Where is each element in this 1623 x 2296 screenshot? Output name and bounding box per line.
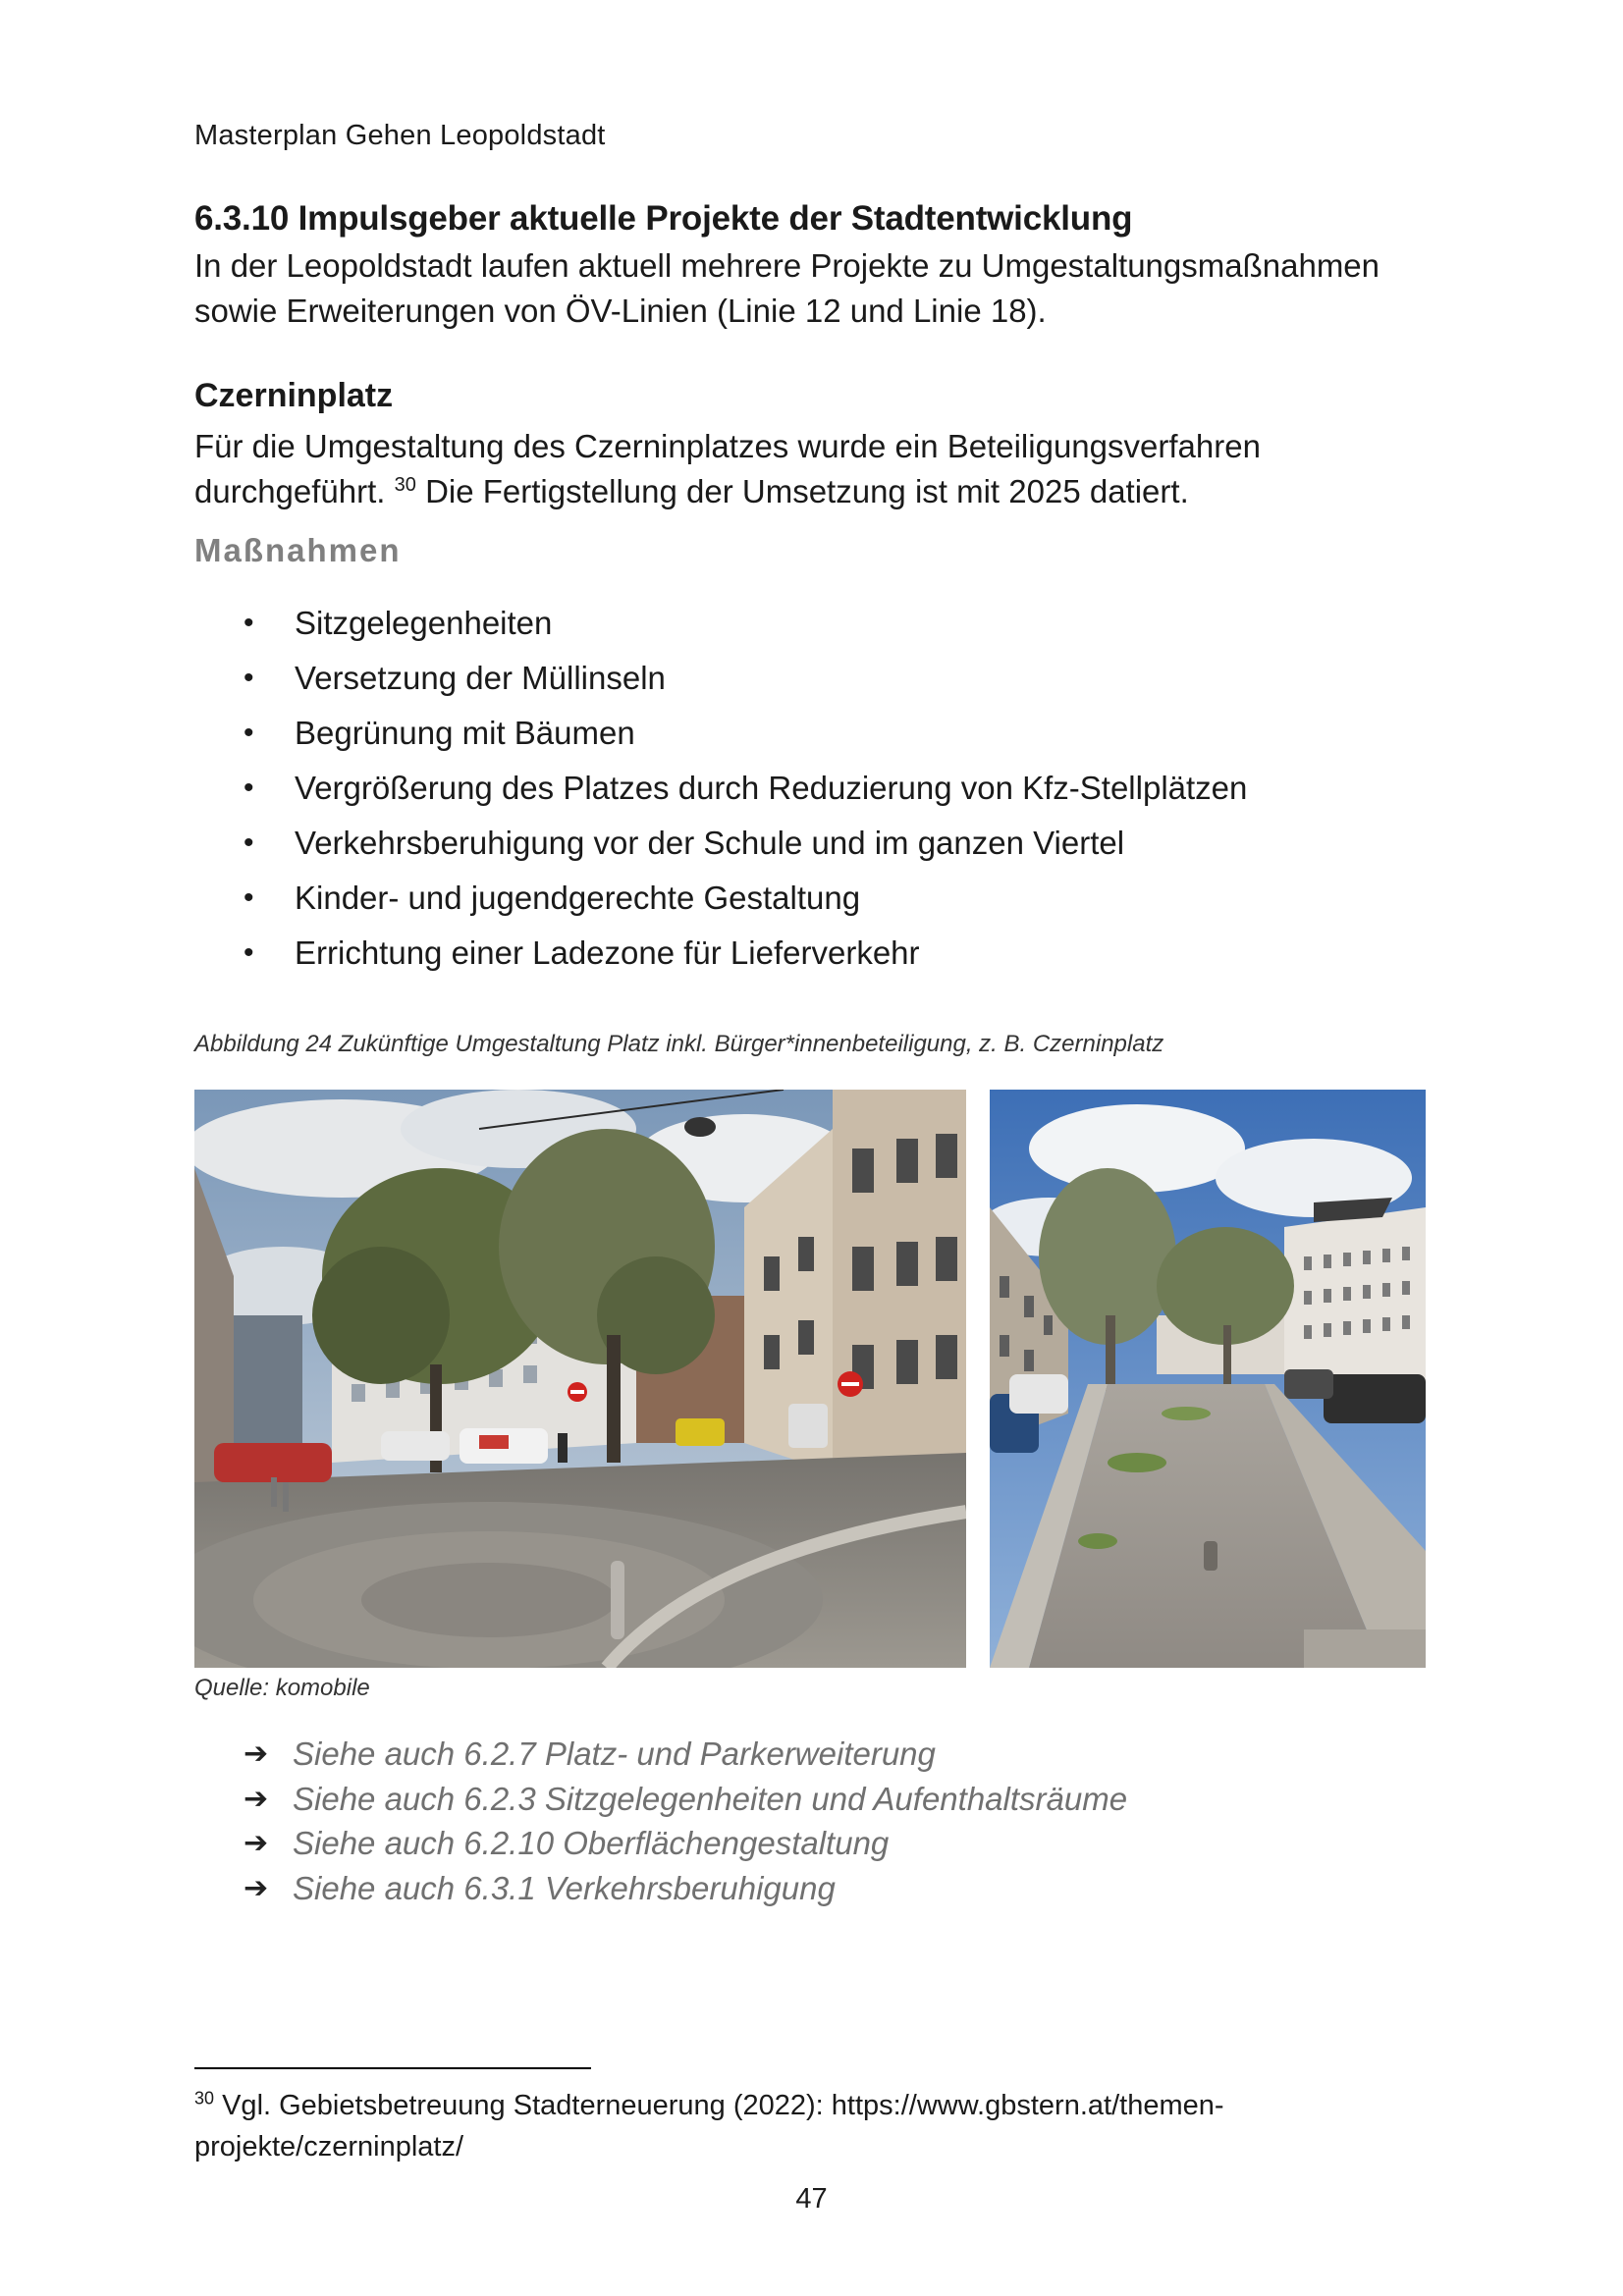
line2-end: Die Fertigstellung der Umsetzung ist mit 2025 datiert. <box>425 473 1189 509</box>
footnote-reference[interactable]: 30 <box>394 474 416 496</box>
czerninplatz-line-2 <box>194 469 1441 514</box>
intro-paragraph <box>194 243 1441 334</box>
footnote <box>194 2085 1333 2167</box>
list-item: • Begrünung mit Bäumen <box>243 709 1247 764</box>
page-number: 47 <box>795 2183 828 2215</box>
czerninplatz-line-1: Für die Umgestaltung des Czerninplatzes wurde ein Beteiligungsverfahren <box>194 428 1261 464</box>
cross-reference-link[interactable]: ➔ Siehe auch 6.2.7 Platz- und Parkerweiterung <box>243 1732 1127 1777</box>
cross-reference-link[interactable]: ➔ Siehe auch 6.3.1 Verkehrsberuhigung <box>243 1866 1127 1911</box>
cross-reference-link[interactable]: ➔ Siehe auch 6.2.3 Sitzgelegenheiten und Aufenthaltsräume <box>243 1777 1127 1822</box>
list-item: • Sitzgelegenheiten <box>243 599 1247 654</box>
list-item: • Versetzung der Müllinseln <box>243 654 1247 709</box>
list-item: • Errichtung einer Ladezone für Lieferverkehr <box>243 929 1247 984</box>
photo-czerninplatz-plaza <box>990 1090 1426 1668</box>
measures-label: Maßnahmen <box>194 532 402 568</box>
czerninplatz-heading: Czerninplatz <box>194 377 394 414</box>
cross-references <box>243 1732 1127 1910</box>
footnote-divider <box>194 2067 591 2069</box>
figure-source: Quelle: komobile <box>194 1675 370 1701</box>
photo-czerninplatz-street <box>194 1090 966 1668</box>
footnote-line-1 <box>194 2085 1333 2126</box>
list-item: • Vergrößerung des Platzes durch Reduzierung von Kfz-Stellplätzen <box>243 764 1247 819</box>
footnote-text[interactable]: Vgl. Gebietsbetreuung Stadterneuerung (2022): https://www.gbstern.at/themen- <box>222 2090 1224 2121</box>
running-header: Masterplan Gehen Leopoldstadt <box>194 120 606 151</box>
section-title: 6.3.10 Impulsgeber aktuelle Projekte der Stadtentwicklung <box>194 199 1133 238</box>
footnote-number: 30 <box>194 2088 215 2109</box>
list-item: • Kinder- und jugendgerechte Gestaltung <box>243 874 1247 929</box>
czerninplatz-paragraph <box>194 424 1441 514</box>
figure-caption: Abbildung 24 Zukünftige Umgestaltung Platz inkl. Bürger*innenbeteiligung, z. B. Czerninplatz <box>194 1031 1164 1057</box>
list-item: • Verkehrsberuhigung vor der Schule und im ganzen Viertel <box>243 819 1247 874</box>
line2-start: durchgeführt. <box>194 473 386 509</box>
footnote-line-2[interactable]: projekte/czerninplatz/ <box>194 2131 464 2163</box>
measures-list <box>243 599 1247 984</box>
cross-reference-link[interactable]: ➔ Siehe auch 6.2.10 Oberflächengestaltung <box>243 1821 1127 1866</box>
intro-line-2: sowie Erweiterungen von ÖV-Linien (Linie 12 und Linie 18). <box>194 293 1047 329</box>
intro-line-1: In der Leopoldstadt laufen aktuell mehrere Projekte zu Umgestaltungsmaßnahmen <box>194 247 1380 284</box>
